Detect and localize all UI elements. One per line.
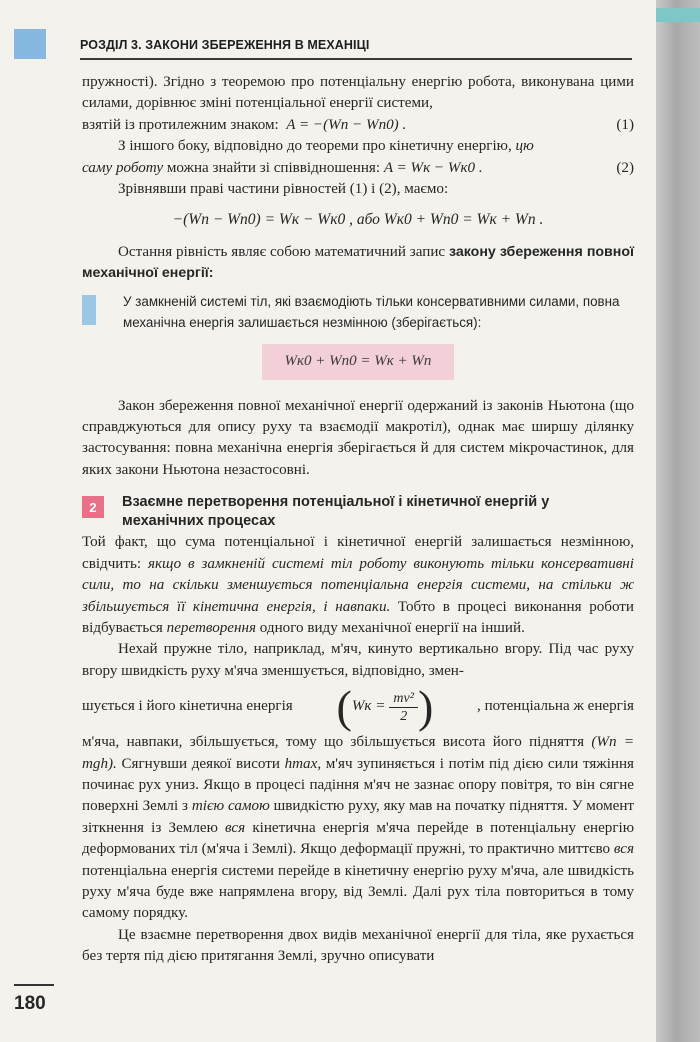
fraction-numerator: mv²	[389, 690, 418, 708]
paragraph-8-mid: Сягнувши деякої висоти	[121, 755, 280, 772]
kinetic-formula-lhs: Wк =	[351, 698, 386, 715]
law-formula: Wк0 + Wп0 = Wк + Wп	[284, 352, 432, 369]
page-number: 180	[14, 993, 46, 1014]
paragraph-6-end: одного виду механічної енергії на інший.	[259, 619, 525, 636]
potential-energy-formula: (Wп = mgh).	[82, 734, 635, 772]
paragraph-1-text: пружності). Згідно з теоремою про потенціальну енергію робота, виконувана цими силами, дорівнює зміні потенціальної енергії системи,	[82, 74, 634, 112]
paragraph-6	[82, 532, 634, 639]
section-number-badge: 2	[82, 496, 104, 518]
paragraph-6-emph: якщо в замкненій системі тіл роботу виконують тільки консервативні сили, то на скільки зменшується потенціальна енергія системи, на стільки ж збільшується її кінетична енергія, і навпаки.	[82, 555, 634, 615]
paragraph-7: Нехай пружне тіло, наприклад, м'яч, кинуто вертикально вгору. Під час руху вгору швидкість руху м'яча зменшується, відповідно, змен-	[82, 641, 634, 679]
paragraph-8	[82, 732, 634, 925]
equation-2-number: (2)	[616, 159, 634, 176]
paragraph-8-mid-2: , м'яч зупиняється і потім під дією сили тяжіння починає рух униз. Якщо в процесі падіння м'яч не зазнає опору повітря, то він сягне поверхні Землі з	[82, 755, 634, 815]
kinetic-line-end: , потенціальна ж енергія	[477, 698, 634, 715]
fraction-denominator: 2	[400, 708, 408, 724]
law-statement	[82, 291, 634, 333]
paragraph-8-emph: тією самою	[191, 798, 270, 815]
law-formula-box	[262, 344, 454, 380]
paragraph-3: Зрівнявши праві частини рівностей (1) і (2), маємо:	[118, 181, 449, 198]
section-title: Взаємне перетворення потенціальної і кінетичної енергій у механічних процесах	[122, 494, 550, 530]
max-height-symbol: hmax	[284, 755, 318, 772]
paragraph-5: Закон збереження повної механічної енергії одержаний із законів Ньютона (що справджуються для опису руху та взаємодії макротіл), однак має ширшу ділянку застосування: повна механічна енергія зберігається й для систем мікрочастинок, для яких закони Ньютона незастосовні.	[82, 397, 634, 478]
equation-2-line	[82, 158, 634, 179]
paragraph-2	[82, 136, 634, 157]
page-number-rule	[14, 984, 54, 986]
paragraph-8-mid-4: кінетична енергія м'яча перейде в потенціальну енергію деформованих тіл (м'яча і Землі). Якщо деформації пружні, то практично миттєво	[82, 819, 634, 858]
page-edge-strip	[656, 0, 700, 1042]
law-text: У замкненій системі тіл, які взаємодіють тільки консервативними силами, повна механічна енергія залишається незмінною (зберігається):	[123, 293, 620, 330]
paragraph-2-emph-2: саму роботу	[82, 159, 164, 176]
chapter-marker-square	[14, 29, 46, 59]
paragraph-9: Це взаємне перетворення двох видів механічної енергії для тіла, яке рухається без тертя під дією притягання Землі, зручно описувати	[82, 926, 634, 965]
kinetic-formula-fraction	[389, 690, 418, 725]
paragraph-6-emph-2: перетворення	[166, 619, 257, 636]
running-head: РОЗДІЛ 3. ЗАКОНИ ЗБЕРЕЖЕННЯ В МЕХАНІЦІ	[80, 38, 370, 52]
page-content	[82, 72, 634, 968]
paragraph-1	[82, 72, 634, 115]
paragraph-2-emph-1: цю	[515, 138, 534, 155]
kinetic-line-lead: шується і його кінетична енергія	[82, 698, 293, 715]
page-edge-accent	[656, 8, 700, 22]
paragraph-6-text: Той факт, що сума потенціальної і кінетичної енергій залишається незмінною, свідчить:	[82, 534, 634, 572]
equation-2: A = Wк − Wк0 .	[383, 159, 483, 176]
equation-1: A = −(Wп − Wп0) .	[286, 116, 407, 133]
paragraph-8-end: потенціальна енергія системи перейде в кінетичну енергію руху м'яча, але швидкість руху м'яча буде вже напрямлена вгору, від Землі. Далі рух тіла повториться в тому самому порядку.	[82, 862, 634, 922]
equation-2-lead: можна знайти зі співвідношення:	[166, 159, 381, 176]
section-heading	[82, 493, 634, 531]
paragraph-4	[82, 242, 634, 285]
paragraph-8-text: м'яча, навпаки, збільшується, тому що збільшується висота його підняття	[82, 734, 585, 751]
equation-1-number: (1)	[616, 116, 634, 133]
law-marker	[82, 295, 96, 325]
paragraph-8-mid-3: швидкістю руху, яку мав на початку підняття. У момент зіткнення із Землею	[82, 798, 634, 836]
paragraph-4-text: Остання рівність являє собою математичний запис	[118, 243, 446, 260]
equation-1-lead: взятій із протилежним знаком:	[82, 116, 279, 133]
paragraph-8-emph-2: вся	[225, 819, 246, 836]
equation-1-line	[82, 115, 634, 136]
main-formula: −(Wп − Wп0) = Wк − Wк0 , або Wк0 + Wп0 = Wк + Wп .	[172, 211, 544, 229]
kinetic-energy-line	[82, 681, 634, 733]
header-rule	[80, 58, 632, 60]
paragraph-6-mid: Тобто в процесі виконання роботи відбувається	[82, 598, 634, 636]
paragraph-2-text: З іншого боку, відповідно до теореми про кінетичну енергію,	[118, 138, 512, 155]
kinetic-energy-formula: ( Wк = $\frac{\text{mv²}}{2}$ )	[336, 681, 434, 733]
law-name: закону збереження повної механічної енергії:	[82, 243, 635, 282]
paragraph-8-emph-3: вся	[613, 841, 634, 858]
